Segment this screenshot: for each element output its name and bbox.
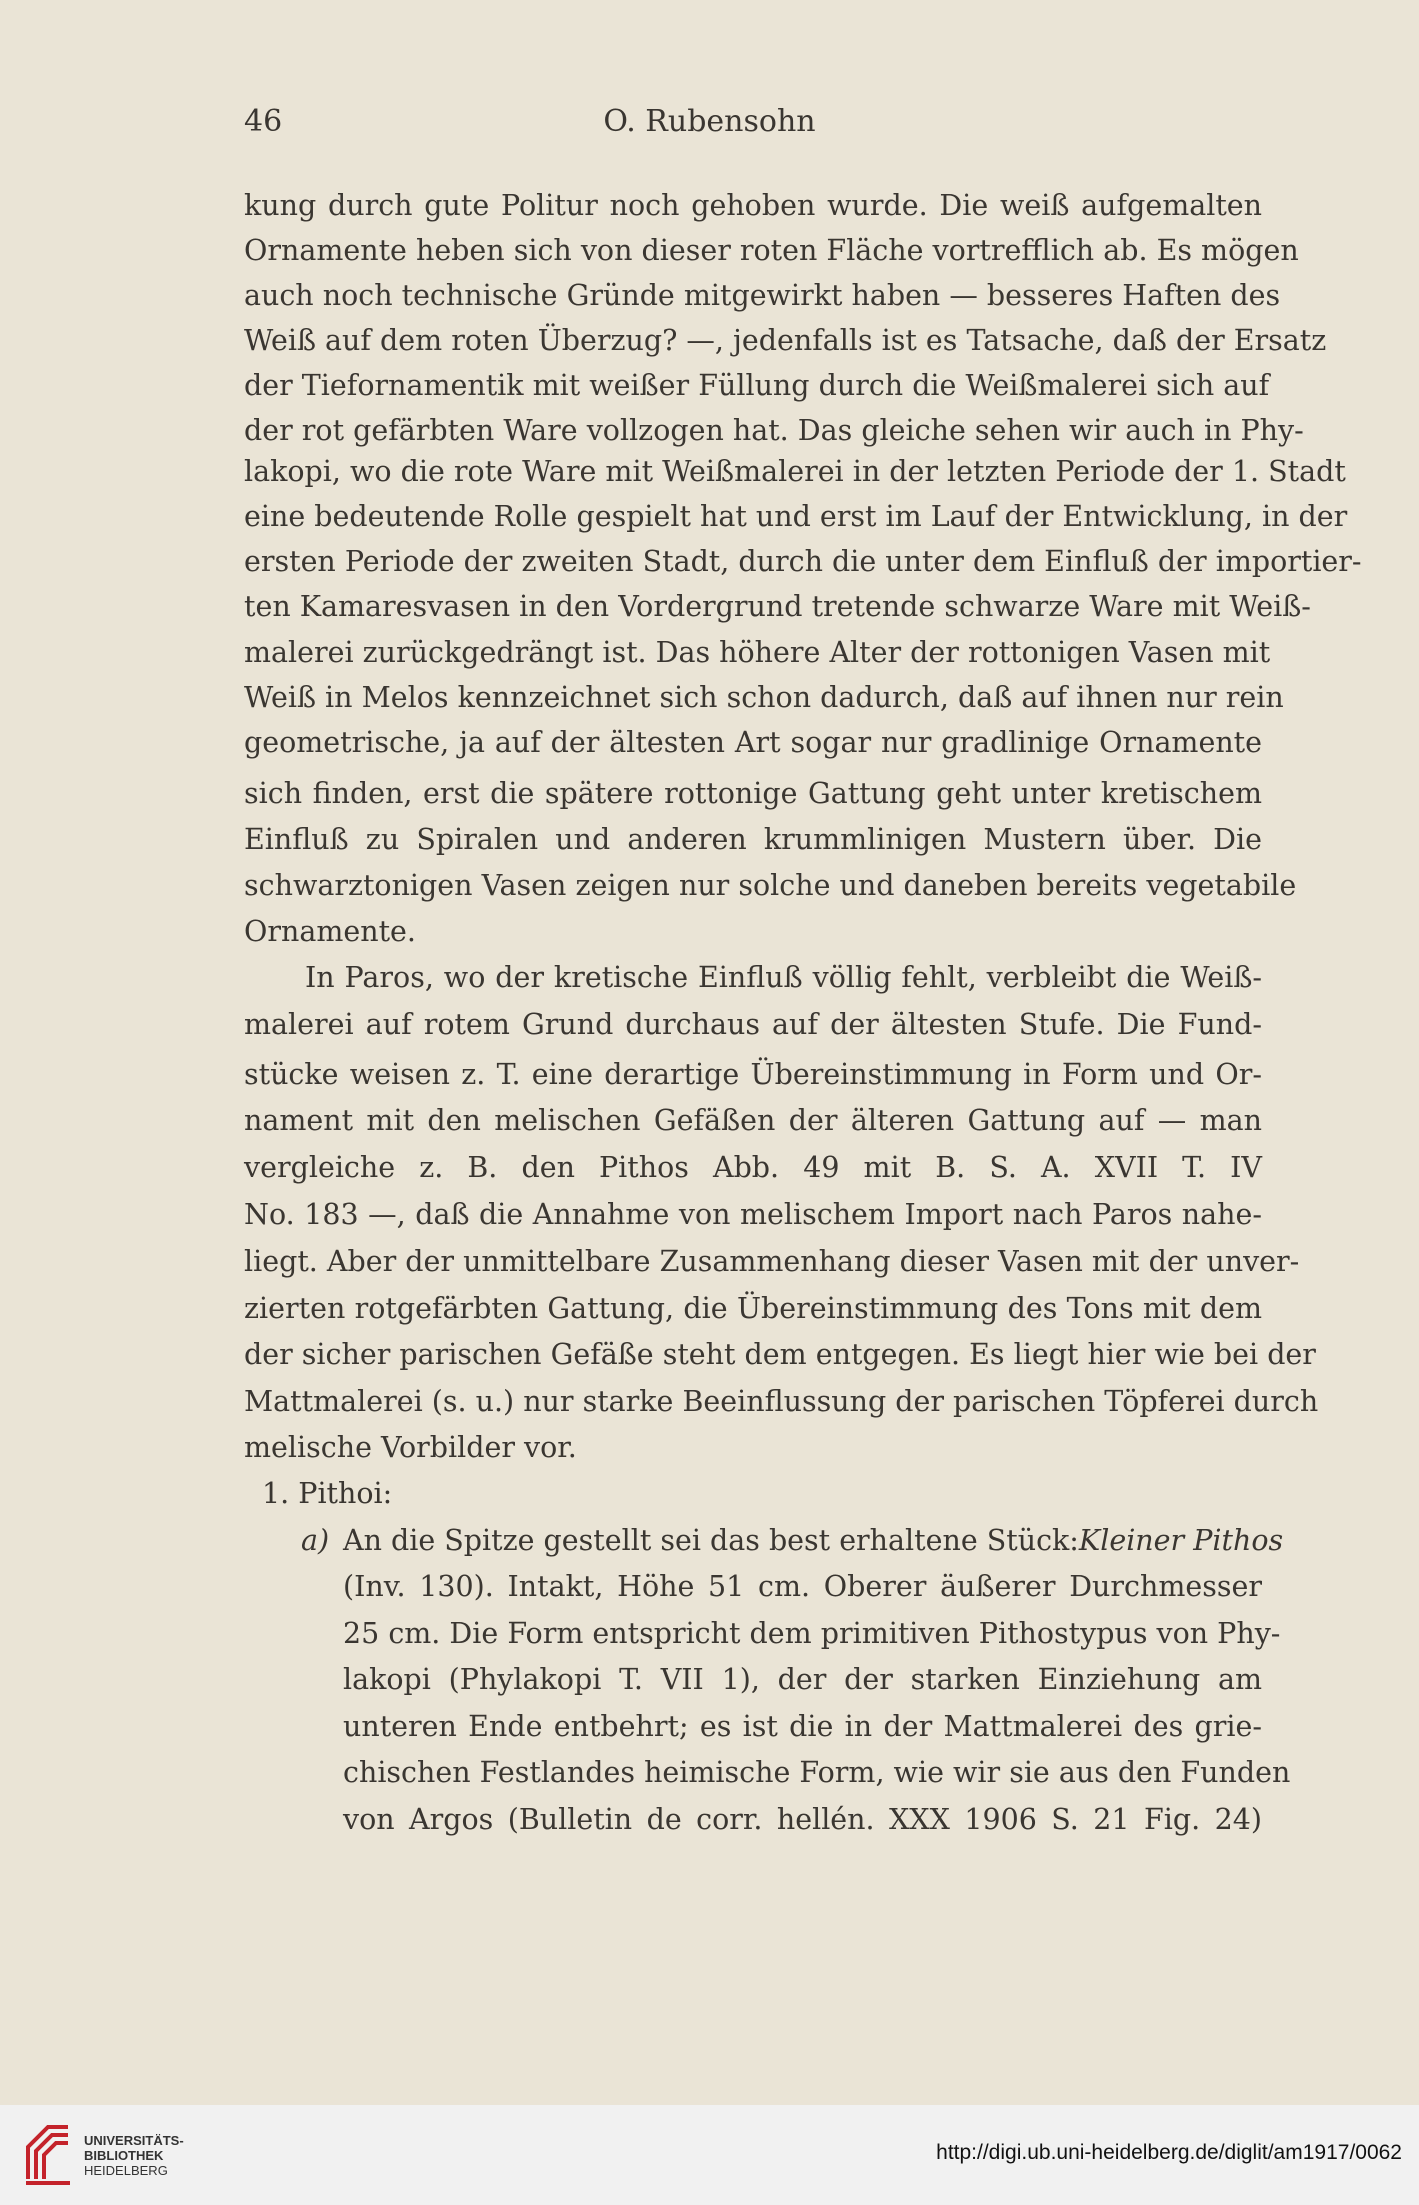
list-number: 1.	[262, 1477, 290, 1510]
library-name	[84, 2133, 204, 2178]
list-heading	[262, 1474, 392, 1514]
library-name-line1: UNIVERSITÄTS-	[84, 2133, 184, 2148]
text-line: Ornamente heben sich von dieser roten Fläche vortrefflich ab. Es mögen	[244, 234, 1299, 267]
library-name-line3: HEIDELBERG	[84, 2163, 168, 2178]
text-line: nament mit den melischen Gefäßen der älteren Gattung auf — man	[244, 1104, 1262, 1137]
text-line: Mattmalerei (s. u.) nur starke Beeinflussung der parischen Töpferei durch	[244, 1385, 1319, 1418]
text-line: sich finden, erst die spätere rottonige Gattung geht unter kretischem	[244, 777, 1262, 810]
text-line: vergleiche z. B. den Pithos Abb. 49 mit B. S. A. XVII T. IV	[244, 1151, 1262, 1184]
text-line: No. 183 —, daß die Annahme von melischem Import nach Paros nahe-	[244, 1198, 1262, 1231]
page-url-link[interactable]: http://digi.ub.uni-heidelberg.de/diglit/am1917/0062	[936, 2141, 1402, 2164]
text-line: (Inv. 130). Intakt, Höhe 51 cm. Oberer äußerer Durchmesser	[343, 1570, 1262, 1603]
running-title: O. Rubensohn	[603, 104, 816, 139]
text-line: der Tiefornamentik mit weißer Füllung durch die Weißmalerei sich auf	[244, 369, 1270, 402]
text-line: unteren Ende entbehrt; es ist die in der Mattmalerei des grie-	[343, 1710, 1262, 1743]
text-line: der sicher parischen Gefäße steht dem entgegen. Es liegt hier wie bei der	[244, 1338, 1316, 1371]
text-line: ten Kamaresvasen in den Vordergrund tretende schwarze Ware mit Weiß-	[244, 590, 1311, 623]
footer-bar	[0, 2105, 1419, 2205]
text-line: chischen Festlandes heimische Form, wie wir sie aus den Funden	[343, 1756, 1291, 1789]
text-line: kung durch gute Politur noch gehoben wurde. Die weiß aufgemalten	[244, 189, 1262, 222]
text-line: lakopi (Phylakopi T. VII 1), der der starken Einziehung am	[343, 1663, 1262, 1696]
text-line: schwarztonigen Vasen zeigen nur solche und daneben bereits vegetabile	[244, 869, 1297, 902]
text-line: der rot gefärbten Ware vollzogen hat. Das gleiche sehen wir auch in Phy-	[244, 414, 1304, 447]
text-line: eine bedeutende Rolle gespielt hat und erst im Lauf der Entwicklung, in der	[244, 500, 1348, 533]
library-name-line2: BIBLIOTHEK	[84, 2148, 164, 2163]
text-line: stücke weisen z. T. eine derartige Übereinstimmung in Form und Or-	[244, 1058, 1262, 1091]
text-line: von Argos (Bulletin de corr. hellén. XXX 1906 S. 21 Fig. 24)	[343, 1803, 1262, 1836]
list-item-letter: a)	[301, 1524, 330, 1557]
text-line: Weiß auf dem roten Überzug? —, jedenfalls ist es Tatsache, daß der Ersatz	[244, 324, 1327, 357]
text-line: In Paros, wo der kretische Einfluß völlig fehlt, verbleibt die Weiß-	[305, 961, 1262, 994]
text-line: Weiß in Melos kennzeichnet sich schon dadurch, daß auf ihnen nur rein	[244, 681, 1284, 714]
text-line: 25 cm. Die Form entspricht dem primitiven Pithostypus von Phy-	[343, 1617, 1281, 1650]
text-line: zierten rotgefärbten Gattung, die Übereinstimmung des Tons mit dem	[244, 1292, 1262, 1325]
page-number: 46	[244, 104, 283, 139]
text-line	[343, 1521, 1284, 1561]
item-first-line-text: An die Spitze gestellt sei das best erhaltene Stück:	[343, 1524, 1079, 1557]
list-heading-text: Pithoi:	[298, 1477, 393, 1510]
text-line: Ornamente.	[244, 915, 416, 948]
text-line: auch noch technische Gründe mitgewirkt haben — besseres Haften des	[244, 279, 1281, 312]
page-header	[0, 104, 1419, 144]
text-line: malerei zurückgedrängt ist. Das höhere Alter der rottonigen Vasen mit	[244, 636, 1271, 669]
text-line: lakopi, wo die rote Ware mit Weißmalerei in der letzten Periode der 1. Stadt	[244, 455, 1346, 488]
text-line: melische Vorbilder vor.	[244, 1431, 577, 1464]
text-line: liegt. Aber der unmittelbare Zusammenhang dieser Vasen mit der unver-	[244, 1245, 1300, 1278]
item-title-italic: Kleiner Pithos	[1078, 1524, 1284, 1557]
text-line: ersten Periode der zweiten Stadt, durch die unter dem Einfluß der importier-	[244, 545, 1362, 578]
text-line: Einfluß zu Spiralen und anderen krummlinigen Mustern über. Die	[244, 823, 1262, 856]
text-line: malerei auf rotem Grund durchaus auf der ältesten Stufe. Die Fund-	[244, 1008, 1262, 1041]
text-line: geometrische, ja auf der ältesten Art sogar nur gradlinige Ornamente	[244, 726, 1262, 759]
library-logo-icon	[18, 2117, 78, 2187]
